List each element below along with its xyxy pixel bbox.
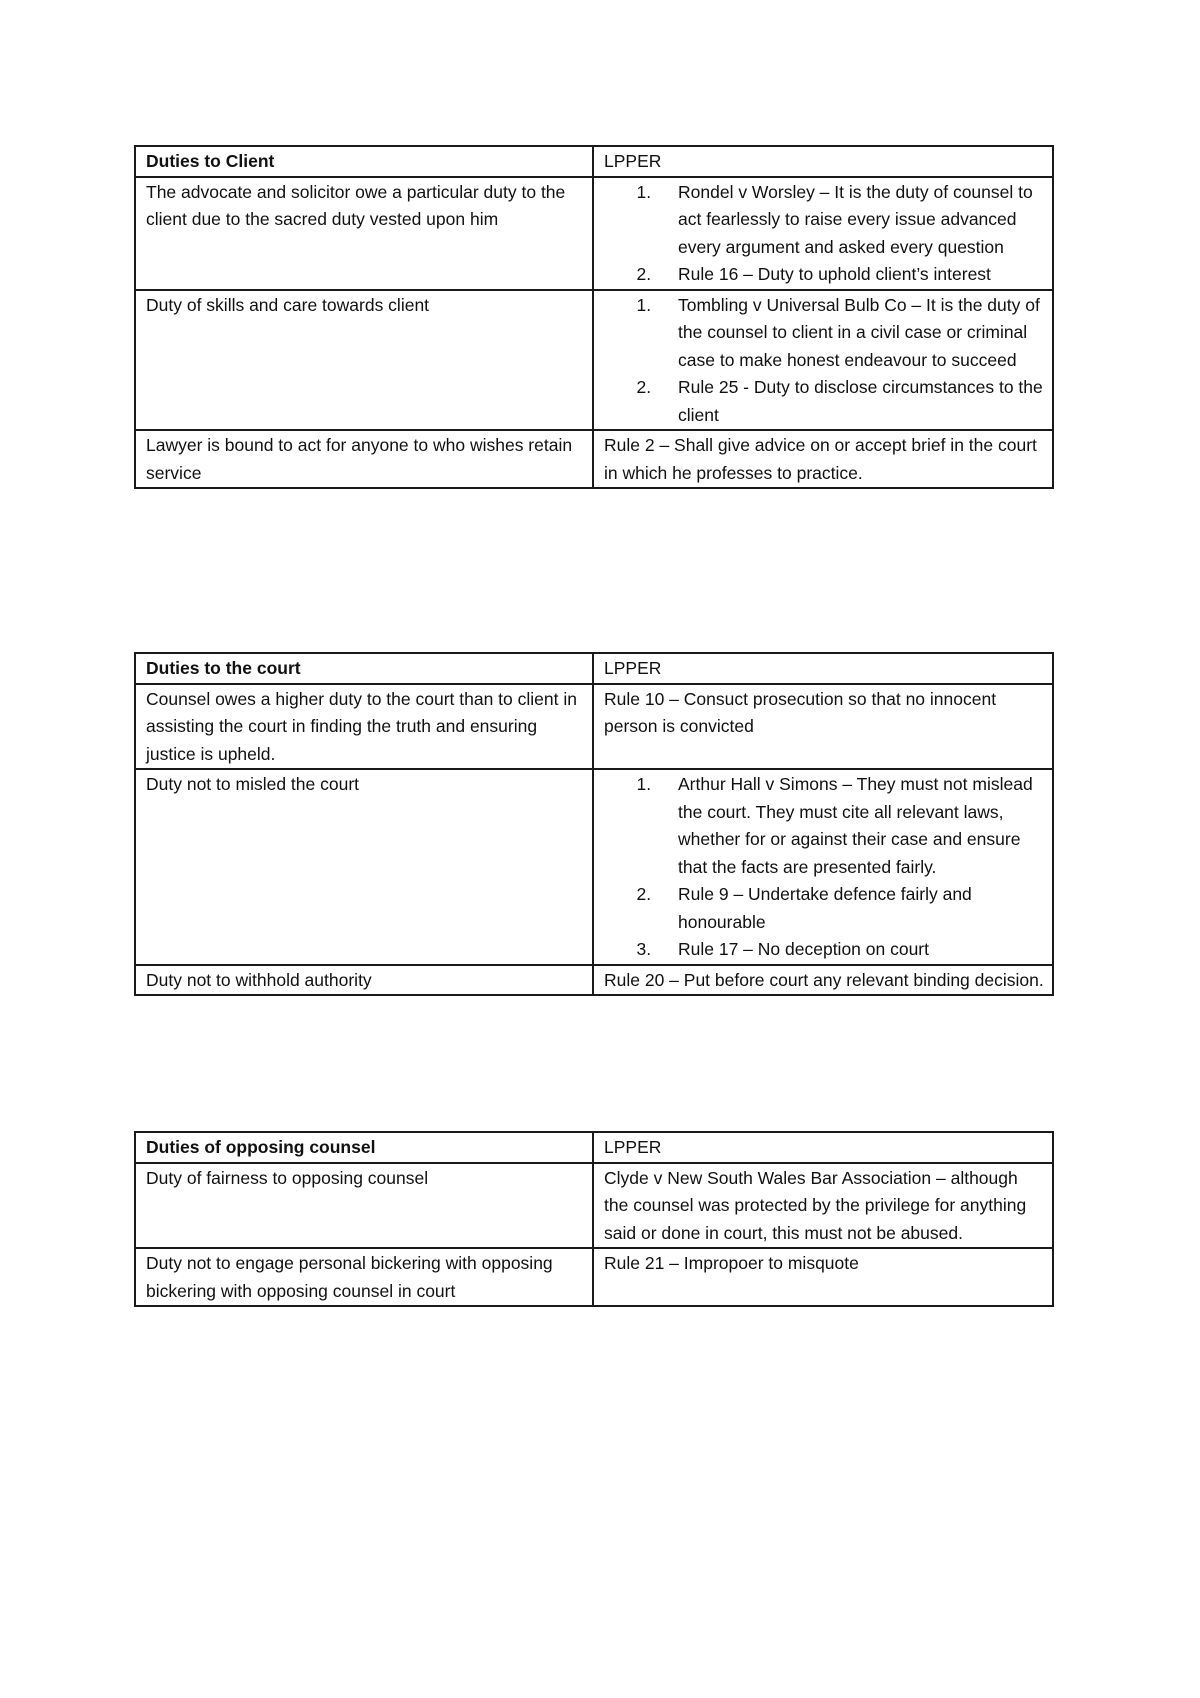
table-row [135,1163,1053,1249]
table-header-row [135,146,1053,177]
list-item: 1. Rondel v Worsley – It is the duty of counsel to act fearlessly to raise every issue advanced every argument and asked every question [656,179,1044,262]
duty-cell: The advocate and solicitor owe a particular duty to the client due to the sacred duty vested upon him [135,177,593,290]
duty-cell: Counsel owes a higher duty to the court than to client in assisting the court in finding the truth and ensuring justice is upheld. [135,684,593,770]
lpper-cell: Clyde v New South Wales Bar Association – although the counsel was protected by the privilege for anything said or done in court, this must not be abused. [593,1163,1053,1249]
header-duty-cell: Duties to the court [135,653,593,684]
lpper-list [604,292,1044,430]
header-lpper-cell: LPPER [593,653,1053,684]
lpper-cell: Rule 10 – Consuct prosecution so that no innocent person is convicted [593,684,1053,770]
duty-cell: Duty not to misled the court [135,769,593,965]
list-item: 3. Rule 17 – No deception on court [656,936,1044,964]
list-item: 1. Arthur Hall v Simons – They must not mislead the court. They must cite all relevant laws, whether for or against their case and ensure that the facts are presented fairly. [656,771,1044,881]
lpper-list [604,179,1044,289]
header-lpper-cell: LPPER [593,146,1053,177]
duty-cell: Lawyer is bound to act for anyone to who wishes retain service [135,430,593,488]
duty-cell: Duty of skills and care towards client [135,290,593,431]
table-header-row [135,653,1053,684]
header-lpper-cell: LPPER [593,1132,1053,1163]
lpper-list [604,771,1044,964]
list-item: 2. Rule 9 – Undertake defence fairly and honourable [656,881,1044,936]
lpper-cell [593,290,1053,431]
list-item: 2. Rule 16 – Duty to uphold client’s interest [656,261,1044,289]
duties-to-court-table [134,652,1054,996]
duties-to-client-table [134,145,1054,489]
list-item: 1. Tombling v Universal Bulb Co – It is the duty of the counsel to client in a civil case or criminal case to make honest endeavour to succeed [656,292,1044,375]
duty-cell: Duty not to withhold authority [135,965,593,996]
duty-cell: Duty of fairness to opposing counsel [135,1163,593,1249]
table-row [135,177,1053,290]
lpper-cell: Rule 2 – Shall give advice on or accept brief in the court in which he professes to practice. [593,430,1053,488]
header-duty-cell: Duties of opposing counsel [135,1132,593,1163]
table-row [135,290,1053,431]
lpper-cell [593,769,1053,965]
duty-cell: Duty not to engage personal bickering with opposing bickering with opposing counsel in court [135,1248,593,1306]
table-row [135,1248,1053,1306]
lpper-cell [593,177,1053,290]
duties-of-opposing-counsel-table [134,1131,1054,1307]
list-item: 2. Rule 25 - Duty to disclose circumstances to the client [656,374,1044,429]
lpper-cell: Rule 20 – Put before court any relevant binding decision. [593,965,1053,996]
table-header-row [135,1132,1053,1163]
lpper-cell: Rule 21 – Impropoer to misquote [593,1248,1053,1306]
table-row [135,684,1053,770]
table-row [135,769,1053,965]
table-row [135,965,1053,996]
header-duty-cell: Duties to Client [135,146,593,177]
table-row [135,430,1053,488]
